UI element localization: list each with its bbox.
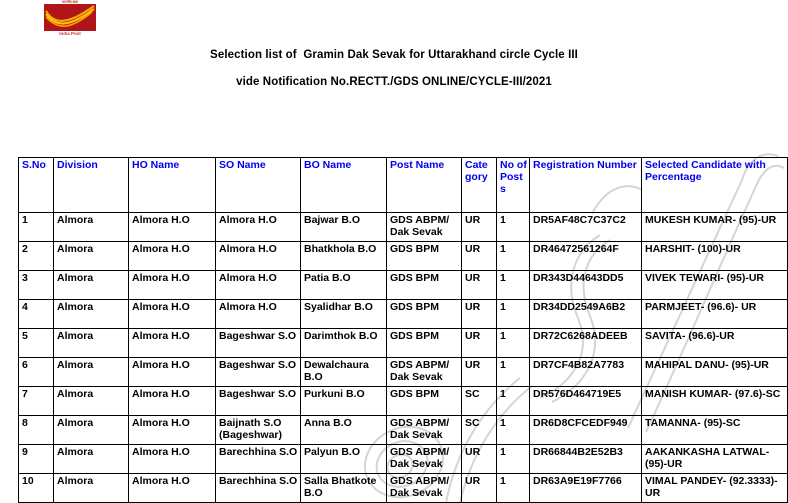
cell: 1 [497, 445, 530, 474]
cell: Almora [54, 474, 129, 503]
table-row [19, 213, 788, 242]
cell: SC [462, 387, 497, 416]
cell: PARMJEET- (96.6)- UR [642, 300, 788, 329]
table-row [19, 242, 788, 271]
cell: Almora H.O [129, 474, 216, 503]
cell: GDS ABPM/ Dak Sevak [387, 474, 462, 503]
cell: 2 [19, 242, 54, 271]
cell: GDS BPM [387, 271, 462, 300]
column-header: Category [462, 158, 497, 213]
logo-english-caption: India Post [59, 31, 81, 36]
cell: DR46472561264F [530, 242, 642, 271]
cell: Almora [54, 329, 129, 358]
cell: Barechhina S.O [216, 474, 301, 503]
column-header: Selected Candidate with Percentage [642, 158, 788, 213]
cell: DR6D8CFCEDF949 [530, 416, 642, 445]
column-header: Post Name [387, 158, 462, 213]
cell: DR63A9E19F7766 [530, 474, 642, 503]
cell: GDS ABPM/ Dak Sevak [387, 213, 462, 242]
cell: SC [462, 416, 497, 445]
cell: 9 [19, 445, 54, 474]
cell: DR343D44643DD5 [530, 271, 642, 300]
cell: MAHIPAL DANU- (95)-UR [642, 358, 788, 387]
cell: Barechhina S.O [216, 445, 301, 474]
page-subtitle: vide Notification No.RECTT./GDS ONLINE/CYCLE-III/2021 [236, 76, 552, 88]
cell: DR72C6268ADEEB [530, 329, 642, 358]
cell: Almora [54, 271, 129, 300]
column-header: Division [54, 158, 129, 213]
column-header: BO Name [301, 158, 387, 213]
cell: UR [462, 329, 497, 358]
column-header: Registration Number [530, 158, 642, 213]
table-row [19, 358, 788, 387]
cell: DR7CF4B82A7783 [530, 358, 642, 387]
cell: GDS ABPM/ Dak Sevak [387, 416, 462, 445]
cell: HARSHIT- (100)-UR [642, 242, 788, 271]
cell: Almora [54, 387, 129, 416]
cell: Baijnath S.O (Bageshwar) [216, 416, 301, 445]
cell: Bageshwar S.O [216, 329, 301, 358]
cell: UR [462, 271, 497, 300]
cell: Almora H.O [129, 242, 216, 271]
cell: UR [462, 300, 497, 329]
header-row [19, 158, 788, 213]
cell: VIMAL PANDEY- (92.3333)-UR [642, 474, 788, 503]
page-title: Selection list of Gramin Dak Sevak for Uttarakhand circle Cycle III [210, 49, 578, 61]
cell: Darimthok B.O [301, 329, 387, 358]
cell: Almora H.O [129, 271, 216, 300]
cell: Almora H.O [129, 213, 216, 242]
cell: UR [462, 445, 497, 474]
cell: VIVEK TEWARI- (95)-UR [642, 271, 788, 300]
cell: Almora H.O [129, 445, 216, 474]
column-header: No of Posts [497, 158, 530, 213]
cell: Syalidhar B.O [301, 300, 387, 329]
cell: Patia B.O [301, 271, 387, 300]
cell: GDS BPM [387, 300, 462, 329]
cell: Almora [54, 358, 129, 387]
table-row [19, 445, 788, 474]
cell: GDS BPM [387, 329, 462, 358]
cell: Palyun B.O [301, 445, 387, 474]
cell: UR [462, 474, 497, 503]
cell: UR [462, 213, 497, 242]
cell: 1 [497, 387, 530, 416]
cell: 6 [19, 358, 54, 387]
cell: 7 [19, 387, 54, 416]
cell: SAVITA- (96.6)-UR [642, 329, 788, 358]
cell: 1 [497, 358, 530, 387]
cell: 1 [497, 329, 530, 358]
cell: Bageshwar S.O [216, 387, 301, 416]
table-body [19, 213, 788, 503]
column-header: SO Name [216, 158, 301, 213]
cell: UR [462, 358, 497, 387]
cell: MUKESH KUMAR- (95)-UR [642, 213, 788, 242]
cell: Almora [54, 300, 129, 329]
column-header: S.No [19, 158, 54, 213]
cell: DR66844B2E52B3 [530, 445, 642, 474]
cell: Almora [54, 445, 129, 474]
cell: Almora H.O [129, 329, 216, 358]
column-header: HO Name [129, 158, 216, 213]
cell: Bageshwar S.O [216, 358, 301, 387]
cell: 1 [497, 416, 530, 445]
cell: AAKANKASHA LATWAL- (95)-UR [642, 445, 788, 474]
cell: Almora H.O [129, 358, 216, 387]
cell: GDS BPM [387, 242, 462, 271]
cell: UR [462, 242, 497, 271]
cell: Almora H.O [216, 300, 301, 329]
cell: Almora H.O [216, 242, 301, 271]
selection-table [18, 157, 788, 503]
table-row [19, 300, 788, 329]
cell: Almora H.O [129, 387, 216, 416]
cell: 5 [19, 329, 54, 358]
cell: GDS ABPM/ Dak Sevak [387, 358, 462, 387]
cell: Anna B.O [301, 416, 387, 445]
cell: Bhatkhola B.O [301, 242, 387, 271]
cell: 1 [19, 213, 54, 242]
cell: Almora H.O [216, 213, 301, 242]
table-row [19, 271, 788, 300]
cell: GDS ABPM/ Dak Sevak [387, 445, 462, 474]
cell: 1 [497, 271, 530, 300]
table-row [19, 329, 788, 358]
cell: MANISH KUMAR- (97.6)-SC [642, 387, 788, 416]
cell: 1 [497, 242, 530, 271]
cell: Almora [54, 213, 129, 242]
cell: 8 [19, 416, 54, 445]
cell: Almora H.O [129, 416, 216, 445]
table-row [19, 416, 788, 445]
india-post-swoosh-icon [44, 4, 96, 31]
table-row [19, 474, 788, 503]
cell: Almora [54, 242, 129, 271]
cell: Almora H.O [129, 300, 216, 329]
india-post-logo [42, 0, 98, 40]
cell: Bajwar B.O [301, 213, 387, 242]
cell: 10 [19, 474, 54, 503]
cell: 1 [497, 213, 530, 242]
cell: Dewalchaura B.O [301, 358, 387, 387]
cell: Almora [54, 416, 129, 445]
cell: DR34DD2549A6B2 [530, 300, 642, 329]
cell: Purkuni B.O [301, 387, 387, 416]
cell: 3 [19, 271, 54, 300]
cell: Almora H.O [216, 271, 301, 300]
cell: Salla Bhatkote B.O [301, 474, 387, 503]
cell: 1 [497, 300, 530, 329]
cell: DR576D464719E5 [530, 387, 642, 416]
cell: GDS BPM [387, 387, 462, 416]
cell: 4 [19, 300, 54, 329]
cell: DR5AF48C7C37C2 [530, 213, 642, 242]
cell: 1 [497, 474, 530, 503]
cell: TAMANNA- (95)-SC [642, 416, 788, 445]
logo-hindi-caption: भारतीय डाक [61, 0, 79, 4]
table-row [19, 387, 788, 416]
